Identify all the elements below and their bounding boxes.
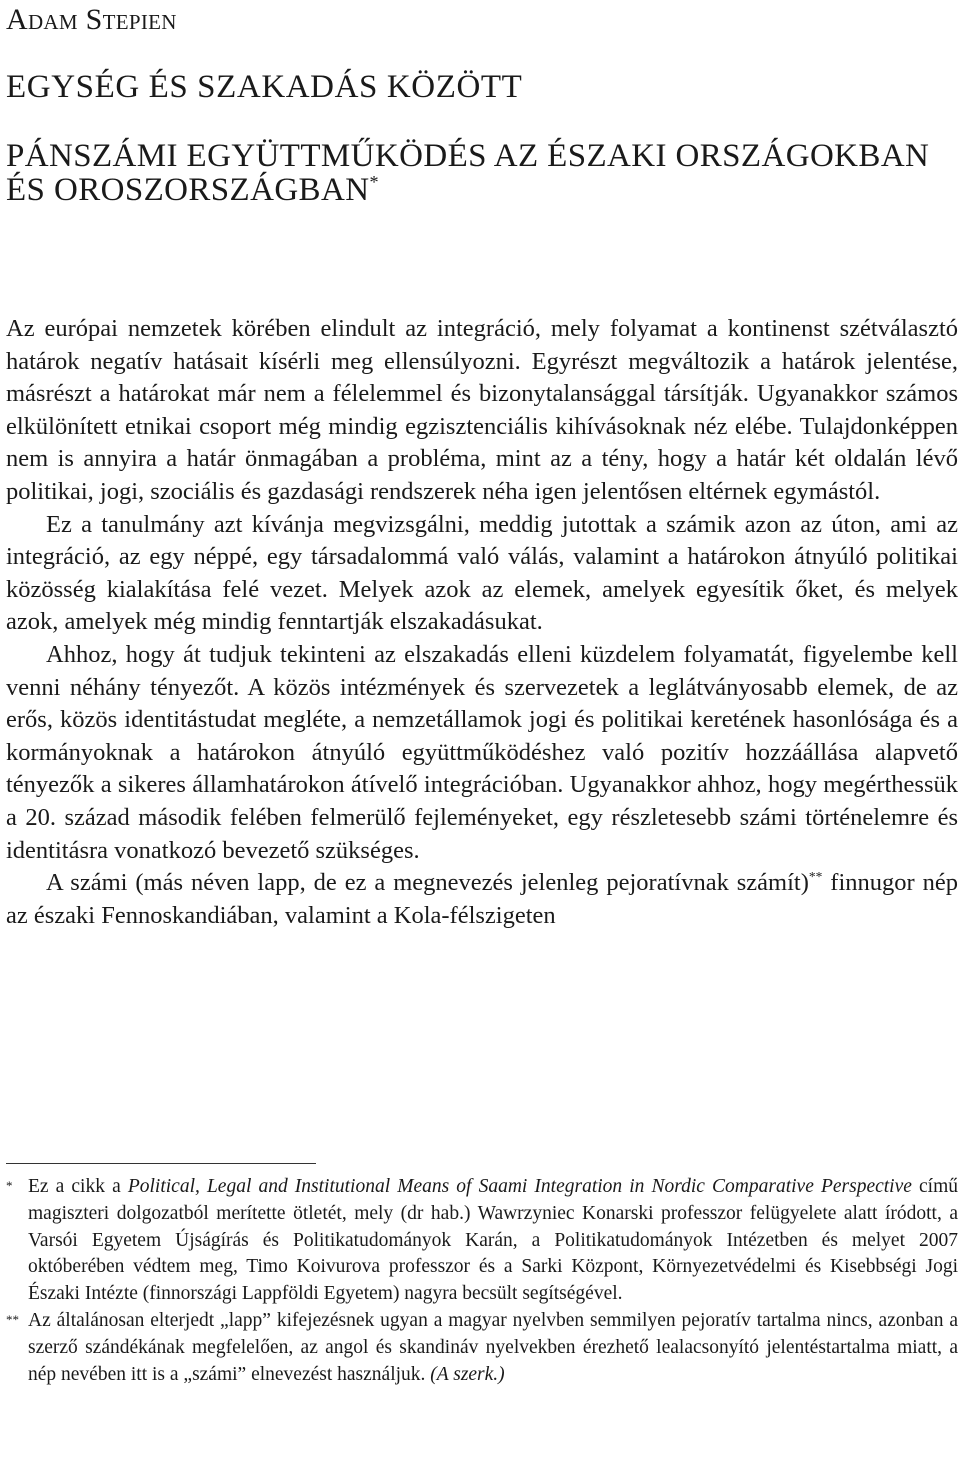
paragraph-4-part-1: A számi (más néven lapp, de ez a megnevezés jelenleg pejoratívnak számít) — [46, 869, 809, 897]
footnote-2-italic-note: (A szerk.) — [430, 1363, 505, 1385]
footnote-separator — [6, 1163, 316, 1164]
body-text — [6, 313, 958, 932]
paragraph-1: Az európai nemzetek körében elindult az integráció, mely folyamat a kontinenst szétválasztó határok negatív hatásait kísérli meg ellensúlyozni. Egyrészt megváltozik a határok jelentése, másrészt a határokat már nem a félelemmel és bizonytalansággal társítják. Ugyanakkor számos elkülönített etnikai csoport még mindig egzisztenciális kihívásoknak néz elébe. Tulajdonképpen nem is annyira a határ önmagában a probléma, mint az a tény, hogy a határ két oldalán lévő politikai, jogi, szociális és gazdasági rendszerek néha igen jelentősen eltérnek egymástól. — [6, 315, 958, 505]
subtitle-line-2 — [6, 173, 929, 207]
footnotes — [6, 1174, 958, 1388]
paragraph-4 — [6, 867, 958, 932]
paragraph-2: Ez a tanulmány azt kívánja megvizsgálni, meddig jutottak a számik azon az úton, ami az integráció, az egy néppé, egy társadalommá való válás, valamint a határokon átnyúló politikai közösség kialakítása felé vezet. Melyek azok az elemek, amelyek egyesítik őket, és melyek azok, amelyek még mindig fenntartják elszakadásukat. — [6, 510, 958, 636]
footnote-marker: * — [369, 172, 379, 192]
article-subtitle — [6, 139, 929, 207]
subtitle-line-2-text: ÉS OROSZORSZÁGBAN — [6, 172, 370, 208]
paragraph-3: Ahhoz, hogy át tudjuk tekinteni az elszakadás elleni küzdelem folyamatát, figyelembe kell venni néhány tényezőt. A közös intézmények és szervezetek a leglátványosabb elemek, de az erős, közös identitástudat megléte, a nemzetállamok jogi és politikai keretének hasonlósága és a kormányoknak a határokon átnyúló együttműködéshez való pozitív hozzáállása alapvető tényezők a sikeres államhatárokon átívelő integrációban. Ugyanakkor ahhoz, hogy megérthessük a 20. század második felében felmerülő fejleményeket, egy részletesebb számi történelemre és identitásra vonatkozó bevezető szükséges. — [6, 640, 958, 864]
footnote-1-italic-title: Political, Legal and Institutional Means of Saami Integration in Nordic Comparative Perspective — [127, 1176, 912, 1197]
article-title: EGYSÉG ÉS SZAKADÁS KÖZÖTT — [6, 69, 523, 105]
footnote-1-text-post: című magiszteri dolgozatból merítette ötletét, mely (dr hab.) Wawrzyniec Konarski professzor felügyelete alatt íródott, a Varsói Egyetem Újságírás és Politikatudományok Karán, a Politikatudományok Intézetben és melyet 2007 októberében védtem meg, Timo Koivurova professzor és a Sarki Központ, Környezetvédelmi és Kisebbségi Jogi Északi Intézte (finnországi Lappföldi Egyetem) nagyra becsült segítségével. — [28, 1176, 958, 1305]
author-name: Adam Stepien — [6, 3, 177, 36]
paragraph-4-part-2: finnugor nép az északi Fennoskandiában, valamint a Kola-félszigeten — [6, 869, 958, 929]
footnote-marker: ** — [808, 868, 823, 884]
footnote-1-text-pre: Ez a cikk a — [28, 1176, 128, 1197]
footnote-2: ** Az általánosan elterjedt „lapp” kifejezésnek ugyan a magyar nyelvben semmilyen pejoratív tartalma nincs, azonban a szerző szándékának megfelelően, az angol és skandináv nyelvekben érezhető lealacsonyító jelentéstartalma miatt, a nép nevében itt is a „számi” elnevezést használjuk. (A szerk.) — [6, 1309, 958, 1385]
footnote-2-text-pre: Az általánosan elterjedt „lapp” kifejezésnek ugyan a magyar nyelvben semmilyen pejoratív tartalma nincs, azonban a szerző szándékának megfelelően, az angol és skandináv nyelvekben érezhető lealacsonyító jelentéstartalma miatt, a nép nevében itt is a „számi” elnevezést használjuk. — [28, 1309, 958, 1385]
footnote-1: * Ez a cikk a Political, Legal and Institutional Means of Saami Integration in Nordic Comparative Perspective című magiszteri dolgozatból merítette ötletét, mely (dr hab.) Wawrzyniec Konarski professzor felügyelete alatt íródott, a Varsói Egyetem Újságírás és Politikatudományok Karán, a Politikatudományok Intézetben és melyet 2007 októberében védtem meg, Timo Koivurova professzor és a Sarki Központ, Környezetvédelmi és Kisebbségi Jogi Északi Intézte (finnországi Lappföldi Egyetem) nagyra becsült segítségével. — [6, 1176, 958, 1305]
subtitle-line-1: PÁNSZÁMI EGYÜTTMŰKÖDÉS AZ ÉSZAKI ORSZÁGOKBAN — [6, 138, 930, 174]
